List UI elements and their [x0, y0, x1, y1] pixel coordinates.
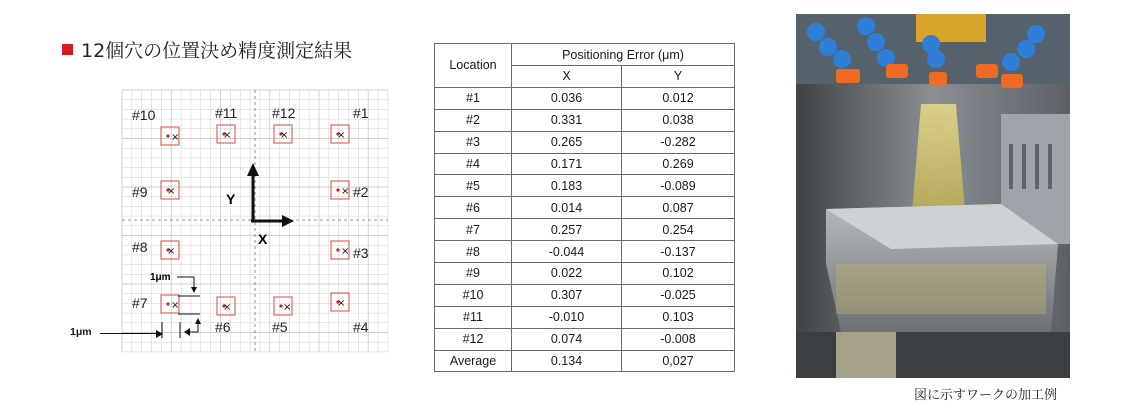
cell-location: #10 [435, 284, 512, 306]
measured-point-icon: × [167, 246, 176, 257]
measured-point-icon: × [283, 302, 292, 313]
cell-y: 0.269 [622, 153, 735, 175]
cell-x: 0.331 [512, 109, 622, 131]
cell-location: #7 [435, 219, 512, 241]
scale-arrowhead-right-icon [156, 330, 163, 338]
y-axis-label: Y [226, 191, 236, 207]
hole-label: #7 [132, 295, 148, 311]
scale-arrowhead-left-icon [184, 328, 190, 336]
cell-y: 0.012 [622, 87, 735, 109]
hole-label: #9 [132, 184, 148, 200]
hole-marker [215, 297, 235, 335]
hole-marker [132, 107, 179, 145]
cell-x: 0.183 [512, 175, 622, 197]
cell-y: -0.008 [622, 328, 735, 350]
measured-point-icon: × [223, 302, 232, 313]
hole-label: #4 [353, 319, 369, 335]
table-row [435, 263, 735, 285]
nominal-point [166, 302, 169, 305]
cell-location: #5 [435, 175, 512, 197]
table-row [435, 241, 735, 263]
header-location: Location [435, 44, 512, 88]
cell-y: -0.089 [622, 175, 735, 197]
x-axis-label: X [258, 231, 268, 247]
photo-caption: 図に示すワークの加工例 [914, 388, 1058, 403]
measured-point-icon: × [337, 130, 346, 141]
cell-y: 0.087 [622, 197, 735, 219]
scale-label-top: 1μm [150, 272, 171, 283]
nominal-point [166, 134, 169, 137]
scale-arrowhead-up-icon [195, 318, 201, 324]
cell-y: 0,027 [622, 350, 735, 372]
measured-point-icon: × [223, 130, 232, 141]
measured-point-icon: × [171, 300, 180, 311]
table-row [435, 328, 735, 350]
table-row [435, 284, 735, 306]
measured-point-icon: × [341, 186, 350, 197]
title-bullet-icon [62, 44, 73, 55]
header-y: Y [622, 66, 735, 88]
table-row [435, 306, 735, 328]
cell-location: #11 [435, 306, 512, 328]
hole-marker [331, 293, 369, 335]
title-text: 12個穴の位置決め精度測定結果 [81, 40, 353, 62]
table-row [435, 350, 735, 372]
measured-point-icon: × [280, 130, 289, 141]
cell-x: 0.171 [512, 153, 622, 175]
cell-location: #6 [435, 197, 512, 219]
cell-x: 0.134 [512, 350, 622, 372]
cell-location: #12 [435, 328, 512, 350]
cell-x: 0.036 [512, 87, 622, 109]
cell-x: 0.022 [512, 263, 622, 285]
machining-photo [796, 14, 1070, 378]
table-row [435, 219, 735, 241]
cell-y: 0.038 [622, 109, 735, 131]
cell-location: #4 [435, 153, 512, 175]
cell-x: 0.265 [512, 131, 622, 153]
cell-y: -0.282 [622, 131, 735, 153]
hole-label: #1 [353, 105, 369, 121]
positioning-error-table [434, 43, 735, 372]
table-row [435, 153, 735, 175]
cell-y: -0.137 [622, 241, 735, 263]
section-title [62, 36, 352, 63]
hole-label: #12 [272, 105, 296, 121]
hole-label: #3 [353, 245, 369, 261]
cell-y: 0.102 [622, 263, 735, 285]
cell-x: 0.074 [512, 328, 622, 350]
nominal-point [336, 248, 339, 251]
scale-arrowhead-down-icon [191, 287, 197, 293]
hole-label: #8 [132, 239, 148, 255]
hole-marker [132, 295, 179, 313]
nominal-point [336, 188, 339, 191]
table-row [435, 175, 735, 197]
hole-label: #5 [272, 319, 288, 335]
y-axis-arrowhead-icon [247, 163, 259, 176]
cell-y: 0.254 [622, 219, 735, 241]
table-row [435, 109, 735, 131]
cell-location: #8 [435, 241, 512, 263]
cell-location: Average [435, 350, 512, 372]
measured-point-icon: × [337, 298, 346, 309]
hole-marker [215, 105, 238, 143]
cell-x: -0.010 [512, 306, 622, 328]
hole-marker [331, 181, 369, 200]
cell-x: -0.044 [512, 241, 622, 263]
cell-location: #3 [435, 131, 512, 153]
cell-x: 0.014 [512, 197, 622, 219]
table-row [435, 131, 735, 153]
cell-x: 0.257 [512, 219, 622, 241]
measured-point-icon: × [171, 132, 180, 143]
hole-marker [331, 241, 369, 261]
x-axis-arrowhead-icon [282, 215, 294, 227]
hole-marker [272, 297, 292, 335]
scale-label-left: 1μm [70, 326, 92, 338]
cell-location: #9 [435, 263, 512, 285]
hole-label: #10 [132, 107, 156, 123]
hole-label: #11 [215, 105, 238, 121]
hole-label: #2 [353, 184, 369, 200]
table-row [435, 197, 735, 219]
hole-marker [132, 239, 179, 259]
cell-x: 0.307 [512, 284, 622, 306]
hole-label: #6 [215, 319, 231, 335]
measured-point-icon: × [167, 186, 176, 197]
header-x: X [512, 66, 622, 88]
cell-y: 0.103 [622, 306, 735, 328]
hole-marker [272, 105, 296, 143]
cell-location: #2 [435, 109, 512, 131]
cell-location: #1 [435, 87, 512, 109]
cell-y: -0.025 [622, 284, 735, 306]
measured-point-icon: × [341, 246, 350, 257]
table-row [435, 87, 735, 109]
hole-position-diagram [120, 88, 390, 354]
scale-leader-left [100, 333, 158, 334]
header-positioning-error: Positioning Error (μm) [512, 44, 735, 66]
hole-marker [132, 181, 179, 200]
hole-marker [331, 105, 369, 143]
